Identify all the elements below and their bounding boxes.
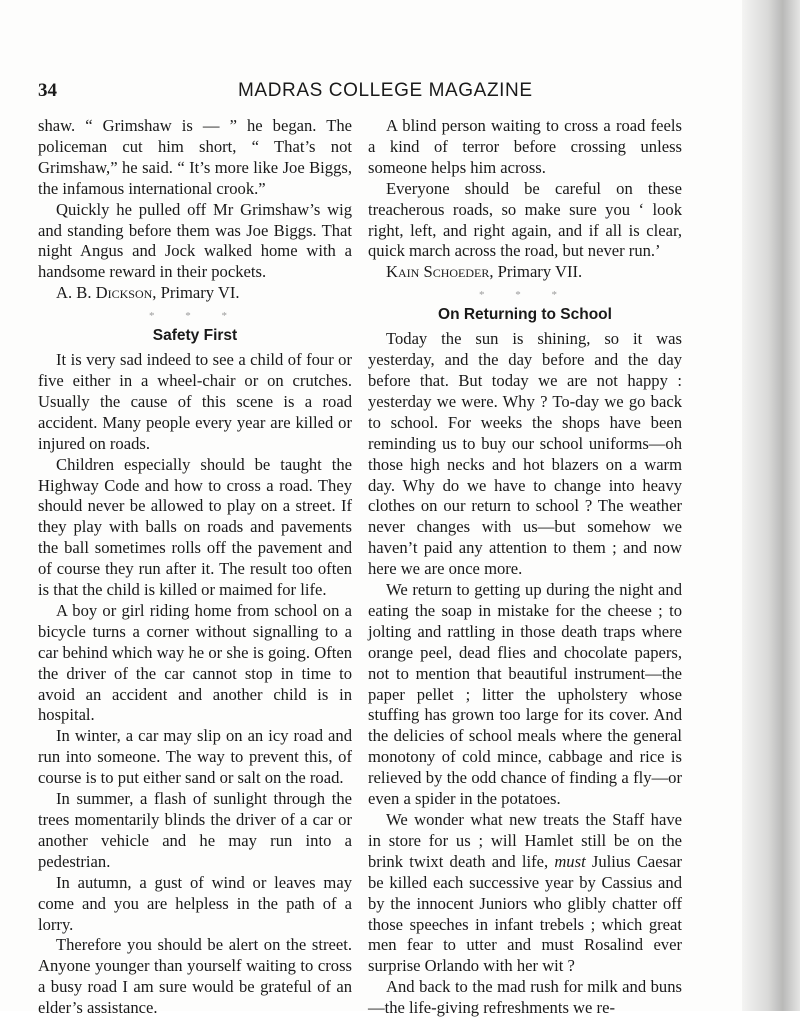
section-separator: * * *: [479, 289, 571, 302]
safety-paragraph: Everyone should be careful on these treacherous roads, so make sure you ‘ look right, left, and right again, and if all is clear, quick march across the road, but never run.’: [368, 178, 682, 261]
returning-heading: On Returning to School: [438, 306, 612, 324]
page-edge-shadow: [742, 0, 800, 1011]
story-signature: [38, 283, 352, 304]
section-separator: * * *: [149, 310, 241, 323]
safety-paragraph: In winter, a car may slip on an icy road and run into someone. The way to prevent this, of course is to put either sand or salt on the road.: [38, 726, 352, 788]
safety-paragraph: Children especially should be taught the Highway Code and how to cross a road. They should never be allowed to play on a street. If they play with balls on roads and pavements the ball sometimes rolls off the pavement and of course they run after it. The result too often is that the child is killed or maimed for life.: [38, 454, 352, 600]
returning-paragraph: Today the sun is shining, so it was yesterday, and the day before and the day before that. But today we are not happy : yesterday we were. Why ? To-day we go back to school. For weeks the shops have been reminding us to buy our school uniforms—oh those high necks and hot blazers on a warm day. Why do we have to change into heavy clothes on our return to school ? The weather never changes with us—but somehow we haven’t paid any attention to them ; and now here we are once more.: [368, 329, 682, 579]
returning-paragraph: We return to getting up during the night and eating the soap in mistake for the cheese ; to jolting and rattling in those death traps where orange peel, dead flies and chocolate papers, not to mention that beautiful instrument—the paper pellet ; litter the upholstery whose stuffing has grown too large for its cover. And the delicies of school meals where the general monotony of cold mince, cabbage and rice is relieved by the odd chance of finding a fly—or even a spider in the potatoes.: [368, 580, 682, 809]
right-column: [368, 116, 682, 1019]
returning-paragraph: [368, 810, 682, 977]
safety-paragraph: A blind person waiting to cross a road feels a kind of terror before crossing unless someone helps him across.: [368, 116, 682, 177]
safety-signature: [368, 262, 682, 283]
safety-paragraph: In autumn, a gust of wind or leaves may come and you are helpless in the path of a lorry.: [38, 872, 352, 934]
safety-signature-name: Kain Schoeder,: [386, 262, 494, 282]
hamlet-text-start: We wonder what new treats the Staff have in store for us ; will Hamlet still be on the brink twixt death and life,: [368, 810, 682, 871]
safety-paragraph: A boy or girl riding home from school on a bicycle turns a corner without signalling to a car behind which way he or she is going. Often the driver of the car cannot stop in time to avoid an accident and another child is in hospital.: [38, 600, 352, 725]
story-paragraph: Quickly he pulled off Mr Grimshaw’s wig and standing before them was Joe Biggs. That night Angus and Jock walked home with a handsome reward in their pockets.: [38, 199, 352, 282]
story-paragraph: shaw. “ Grimshaw is — ” he began. The policeman cut him short, “ That’s not Grimshaw,” he said. “ It’s more like Joe Biggs, the infamous international crook.”: [38, 116, 352, 198]
hamlet-text-italic: must: [554, 851, 586, 871]
page-header: [38, 80, 678, 106]
left-column: [38, 116, 352, 1019]
safety-paragraph: In summer, a flash of sunlight through the trees momentarily blinds the driver of a car or another vehicle and he may run into a pedestrian.: [38, 789, 352, 871]
hamlet-text-end: Julius Caesar be killed each successive year by Cassius and by the innocent Juniors who glibly chatter off those speeches in infant trebels ; which great men fear to utter and must Rosalind ever surprise Orlando with her wit ?: [368, 851, 682, 976]
safety-paragraph: It is very sad indeed to see a child of four or five either in a wheel-chair or on crutches. Usually the cause of this scene is a road accident. Many people every year are killed or injured on roads.: [38, 350, 352, 453]
magazine-title: MADRAS COLLEGE MAGAZINE: [238, 80, 533, 101]
returning-paragraph: And back to the mad rush for milk and buns—the life-giving refreshments we re-: [368, 977, 682, 1018]
safety-signature-class: Primary VII.: [497, 262, 583, 282]
story-signature-class: Primary VI.: [160, 283, 240, 303]
story-signature-name: A. B. Dickson,: [56, 283, 157, 303]
page-number: 34: [38, 80, 57, 101]
safety-paragraph: Therefore you should be alert on the street. Anyone younger than yourself waiting to cross a busy road I am sure would be grateful of an elder’s assistance.: [38, 935, 352, 1018]
safety-first-heading: Safety First: [152, 327, 238, 345]
